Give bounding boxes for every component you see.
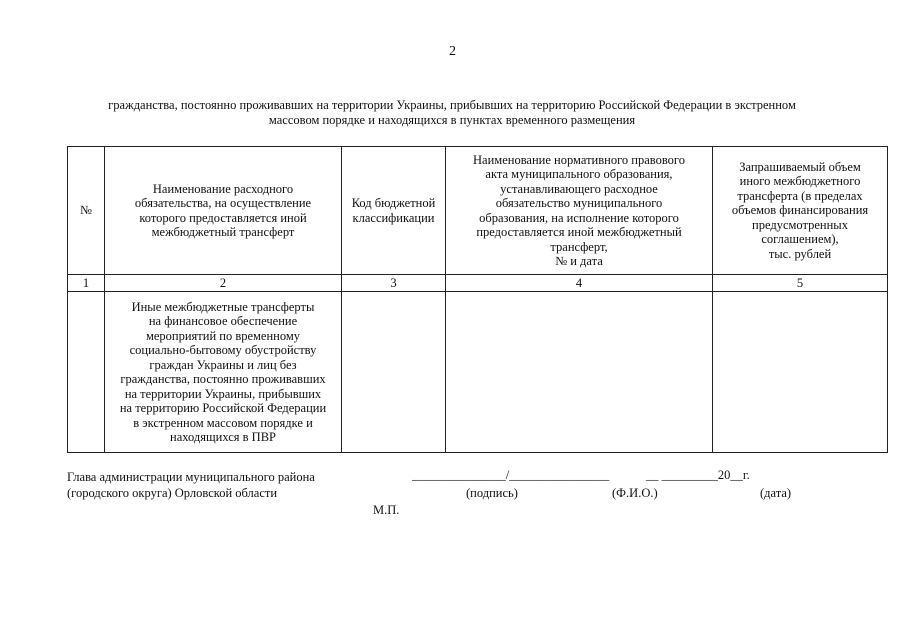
cell-line: на территорию Российской Федерации (119, 401, 327, 415)
table-row (68, 292, 888, 453)
cell-line: мероприятий по временному (145, 328, 301, 343)
signature-caption: (подпись) (466, 486, 518, 500)
header-line: образования, на исполнение которого (479, 210, 679, 225)
signer-title-line-2: (городского округа) Орловской области (67, 486, 278, 500)
cell-line: в экстренном массовом порядке и (133, 415, 313, 430)
cell-line: на финансовое обеспечение (148, 314, 298, 328)
cell-line: на территории Украины, прибывших (124, 386, 322, 401)
column-number: 2 (105, 275, 342, 292)
column-number: 4 (446, 275, 713, 292)
header-number: № (68, 147, 105, 275)
table-header-row (68, 147, 888, 275)
cell-line: гражданства, постоянно проживавших (120, 372, 326, 386)
row-number-cell (68, 292, 105, 453)
header-line: акта муниципального образования, (485, 167, 673, 181)
header-line: предоставляется иной межбюджетный (476, 225, 682, 239)
transfer-table (67, 146, 888, 453)
date-caption: (дата) (760, 486, 792, 500)
header-line: соглашением), (761, 232, 839, 247)
full-name-caption: (Ф.И.О.) (612, 486, 658, 500)
heading-line-1: гражданства, постоянно проживавших на территории Украины, прибывших на территорию Российской Федерации в экстренном (108, 98, 796, 112)
header-budget-code (342, 147, 446, 275)
header-line: обязательство муниципального (495, 196, 663, 210)
header-line: трансферта (в пределах (737, 188, 863, 203)
row-amount-cell (713, 292, 888, 453)
header-line: объемов финансирования (731, 203, 869, 218)
header-line: которого предоставляется иной (139, 210, 307, 225)
header-line: обязательства, на осуществление (134, 196, 312, 210)
signature-name-blank: _______________/________________ (412, 468, 610, 482)
column-number: 5 (713, 275, 888, 292)
cell-line: Иные межбюджетные трансферты (131, 299, 315, 314)
column-number-row (68, 275, 888, 292)
header-line: Запрашиваемый объем (739, 159, 861, 174)
row-budget-code-cell (342, 292, 446, 453)
header-line: устанавливающего расходное (500, 181, 658, 196)
header-line: предусмотренных (752, 217, 848, 232)
column-number: 1 (68, 275, 105, 292)
header-requested-amount (713, 147, 888, 275)
header-line: Наименование нормативного правового (473, 152, 685, 167)
header-line: классификации (352, 210, 435, 225)
document-heading (62, 98, 842, 128)
cell-line: находящихся в ПВР (170, 430, 276, 444)
header-legal-act (446, 147, 713, 275)
page-number: 2 (449, 44, 456, 59)
cell-line: социально-бытовому обустройству (129, 343, 317, 357)
header-line: Код бюджетной (351, 196, 436, 210)
header-line: трансферт, (550, 239, 608, 254)
column-number: 3 (342, 275, 446, 292)
cell-line: граждан Украины и лиц без (149, 357, 297, 372)
heading-line-2: массовом порядке и находящихся в пунктах временного размещения (268, 113, 636, 127)
date-blank: __ _________20__г. (646, 468, 750, 482)
header-line: тыс. рублей (768, 246, 832, 261)
signer-title-line-1: Глава администрации муниципального района (67, 470, 315, 484)
header-expense-obligation (105, 147, 342, 275)
row-expense-name-cell (105, 292, 342, 453)
stamp-place-label: М.П. (373, 503, 400, 517)
header-line: иного межбюджетного (739, 174, 861, 189)
header-line: Наименование расходного (152, 181, 294, 196)
row-legal-act-cell (446, 292, 713, 453)
header-line: № и дата (555, 254, 603, 268)
header-line: межбюджетный трансферт (151, 225, 295, 239)
